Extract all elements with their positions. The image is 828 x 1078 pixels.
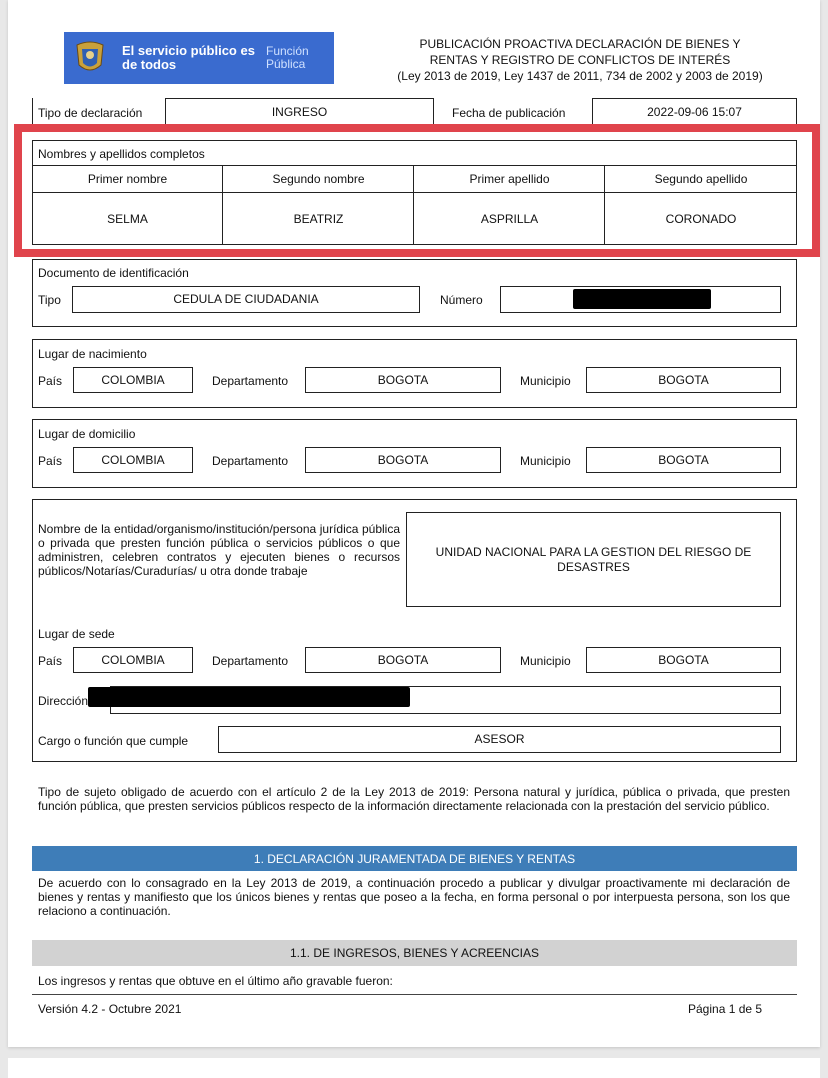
first-surname-value: ASPRILLA bbox=[480, 212, 539, 226]
seat-section-label: Lugar de sede bbox=[38, 627, 115, 641]
second-name-header: Segundo nombre bbox=[272, 172, 365, 186]
funcion-publica-logo bbox=[64, 32, 334, 84]
redaction-bar bbox=[88, 687, 410, 707]
residence-muni-label: Municipio bbox=[520, 454, 571, 468]
subject-type-text: Tipo de sujeto obligado de acuerdo con el artículo 2 de la Ley 2013 de 2019: Persona natural y jurídica, pública o privada, que presten función pública, que presten servicios públicos respecto de la información directamente relacionada con la prestación del servicio público. bbox=[38, 785, 790, 813]
residence-country-value: COLOMBIA bbox=[73, 447, 193, 473]
coat-of-arms-icon bbox=[64, 32, 116, 84]
id-type-label: Tipo bbox=[38, 293, 61, 307]
residence-muni-value: BOGOTA bbox=[586, 447, 781, 473]
title-line-2: RENTAS Y REGISTRO DE CONFLICTOS DE INTERÉS bbox=[429, 53, 731, 67]
address-label: Dirección bbox=[38, 694, 89, 708]
title-line-3: (Ley 2013 de 2019, Ley 1437 de 2011, 734 de 2002 y 2003 de 2019) bbox=[397, 69, 763, 83]
birth-dept-value: BOGOTA bbox=[305, 367, 501, 393]
role-value: ASESOR bbox=[218, 726, 781, 753]
footer-divider bbox=[32, 994, 797, 995]
role-label: Cargo o función que cumple bbox=[38, 734, 189, 748]
entity-label: Nombre de la entidad/organismo/institución/persona jurídica pública o privada que presten función pública o servicios públicos o que administren, celebren contratos y ejecuten bienes o recursos públicos/Notarías/Curadurías/ u otra donde trabaje bbox=[38, 522, 400, 578]
declaration-type-label: Tipo de declaración bbox=[38, 106, 143, 120]
identification-section-label: Documento de identificación bbox=[38, 266, 189, 280]
id-type-value: CEDULA DE CIUDADANIA bbox=[72, 286, 420, 313]
seat-muni-label: Municipio bbox=[520, 654, 571, 668]
section-1-1-title: 1.1. DE INGRESOS, BIENES Y ACREENCIAS bbox=[32, 940, 797, 966]
publication-date-label: Fecha de publicación bbox=[452, 106, 566, 120]
id-number-label: Número bbox=[440, 293, 483, 307]
section-1-1-text: Los ingresos y rentas que obtuve en el último año gravable fueron: bbox=[38, 974, 393, 988]
birth-country-value: COLOMBIA bbox=[73, 367, 193, 393]
birth-muni-value: BOGOTA bbox=[586, 367, 781, 393]
residence-dept-value: BOGOTA bbox=[305, 447, 501, 473]
birth-dept-label: Departamento bbox=[212, 374, 289, 388]
seat-country-value: COLOMBIA bbox=[73, 647, 193, 673]
title-line-1: PUBLICACIÓN PROACTIVA DECLARACIÓN DE BIENES Y bbox=[419, 37, 741, 51]
declaration-type-value: INGRESO bbox=[165, 98, 434, 126]
seat-muni-value: BOGOTA bbox=[586, 647, 781, 673]
section-1-title: 1. DECLARACIÓN JURAMENTADA DE BIENES Y RENTAS bbox=[32, 846, 797, 871]
next-page-edge bbox=[8, 1058, 820, 1078]
residence-country-label: País bbox=[38, 454, 63, 468]
document-title bbox=[380, 36, 780, 84]
seat-country-label: País bbox=[38, 654, 63, 668]
seat-dept-label: Departamento bbox=[212, 654, 289, 668]
second-surname-value: CORONADO bbox=[665, 212, 737, 226]
first-surname-header: Primer apellido bbox=[469, 172, 550, 186]
first-name-header: Primer nombre bbox=[87, 172, 168, 186]
second-name-value: BEATRIZ bbox=[293, 212, 344, 226]
footer-page-number: Página 1 de 5 bbox=[688, 1002, 763, 1016]
birth-muni-label: Municipio bbox=[520, 374, 571, 388]
seat-dept-value: BOGOTA bbox=[305, 647, 501, 673]
entity-value: UNIDAD NACIONAL PARA LA GESTION DEL RIESGO DE DESASTRES bbox=[406, 512, 781, 607]
logo-sub-text: Función Pública bbox=[266, 44, 309, 71]
document-page bbox=[8, 0, 820, 1047]
highlight-frame bbox=[14, 124, 820, 257]
section-1-text: De acuerdo con lo consagrado en la Ley 2013 de 2019, a continuación procedo a publicar y divulgar proactivamente mi declaración de bienes y rentas y manifiesto que los únicos bienes y rentas que poseo a la fecha, en forma personal o por interpuesta persona, son los que relaciono a continuación. bbox=[38, 876, 790, 918]
publication-date-value: 2022-09-06 15:07 bbox=[592, 98, 797, 126]
birth-section-label: Lugar de nacimiento bbox=[38, 347, 147, 361]
residence-dept-label: Departamento bbox=[212, 454, 289, 468]
first-name-value: SELMA bbox=[107, 212, 148, 226]
logo-main-text: El servicio público es de todos bbox=[122, 43, 255, 72]
redaction-bar bbox=[573, 289, 711, 309]
names-section-label: Nombres y apellidos completos bbox=[38, 147, 205, 161]
footer-version: Versión 4.2 - Octubre 2021 bbox=[38, 1002, 182, 1016]
second-surname-header: Segundo apellido bbox=[654, 172, 748, 186]
birth-country-label: País bbox=[38, 374, 63, 388]
residence-section-label: Lugar de domicilio bbox=[38, 427, 136, 441]
